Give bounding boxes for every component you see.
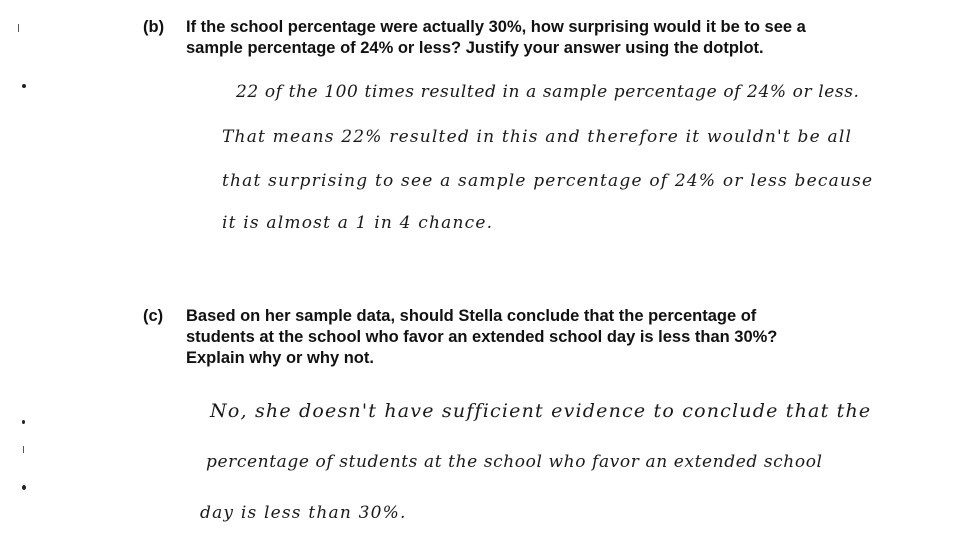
margin-dot [22,420,25,424]
question-c-line: Based on her sample data, should Stella conclude that the percentage of [186,307,757,325]
question-c-label: (c) [143,307,164,325]
answer-b-line: 22 of the 100 times resulted in a sample percentage of 24% or less. [236,82,860,102]
answer-b-line: it is almost a 1 in 4 chance. [222,213,494,233]
answer-c-line: day is less than 30%. [200,503,407,523]
answer-c-line: No, she doesn't have sufficient evidence to conclude that the [210,400,872,422]
margin-dot [22,485,26,490]
question-b-line: sample percentage of 24% or less? Justify your answer using the dotplot. [186,39,764,57]
question-b-line: If the school percentage were actually 30%, how surprising would it be to see a [186,18,806,36]
answer-b-line: That means 22% resulted in this and therefore it wouldn't be all [222,127,853,147]
question-b-label: (b) [143,18,165,36]
answer-b-line: that surprising to see a sample percentage of 24% or less because [222,171,874,191]
margin-tick [23,446,24,453]
answer-c-line: percentage of students at the school who favor an extended school [206,452,823,472]
margin-dot [22,84,26,88]
question-c-line: students at the school who favor an extended school day is less than 30%? [186,328,778,346]
margin-tick [18,24,19,32]
question-c-line: Explain why or why not. [186,349,374,367]
